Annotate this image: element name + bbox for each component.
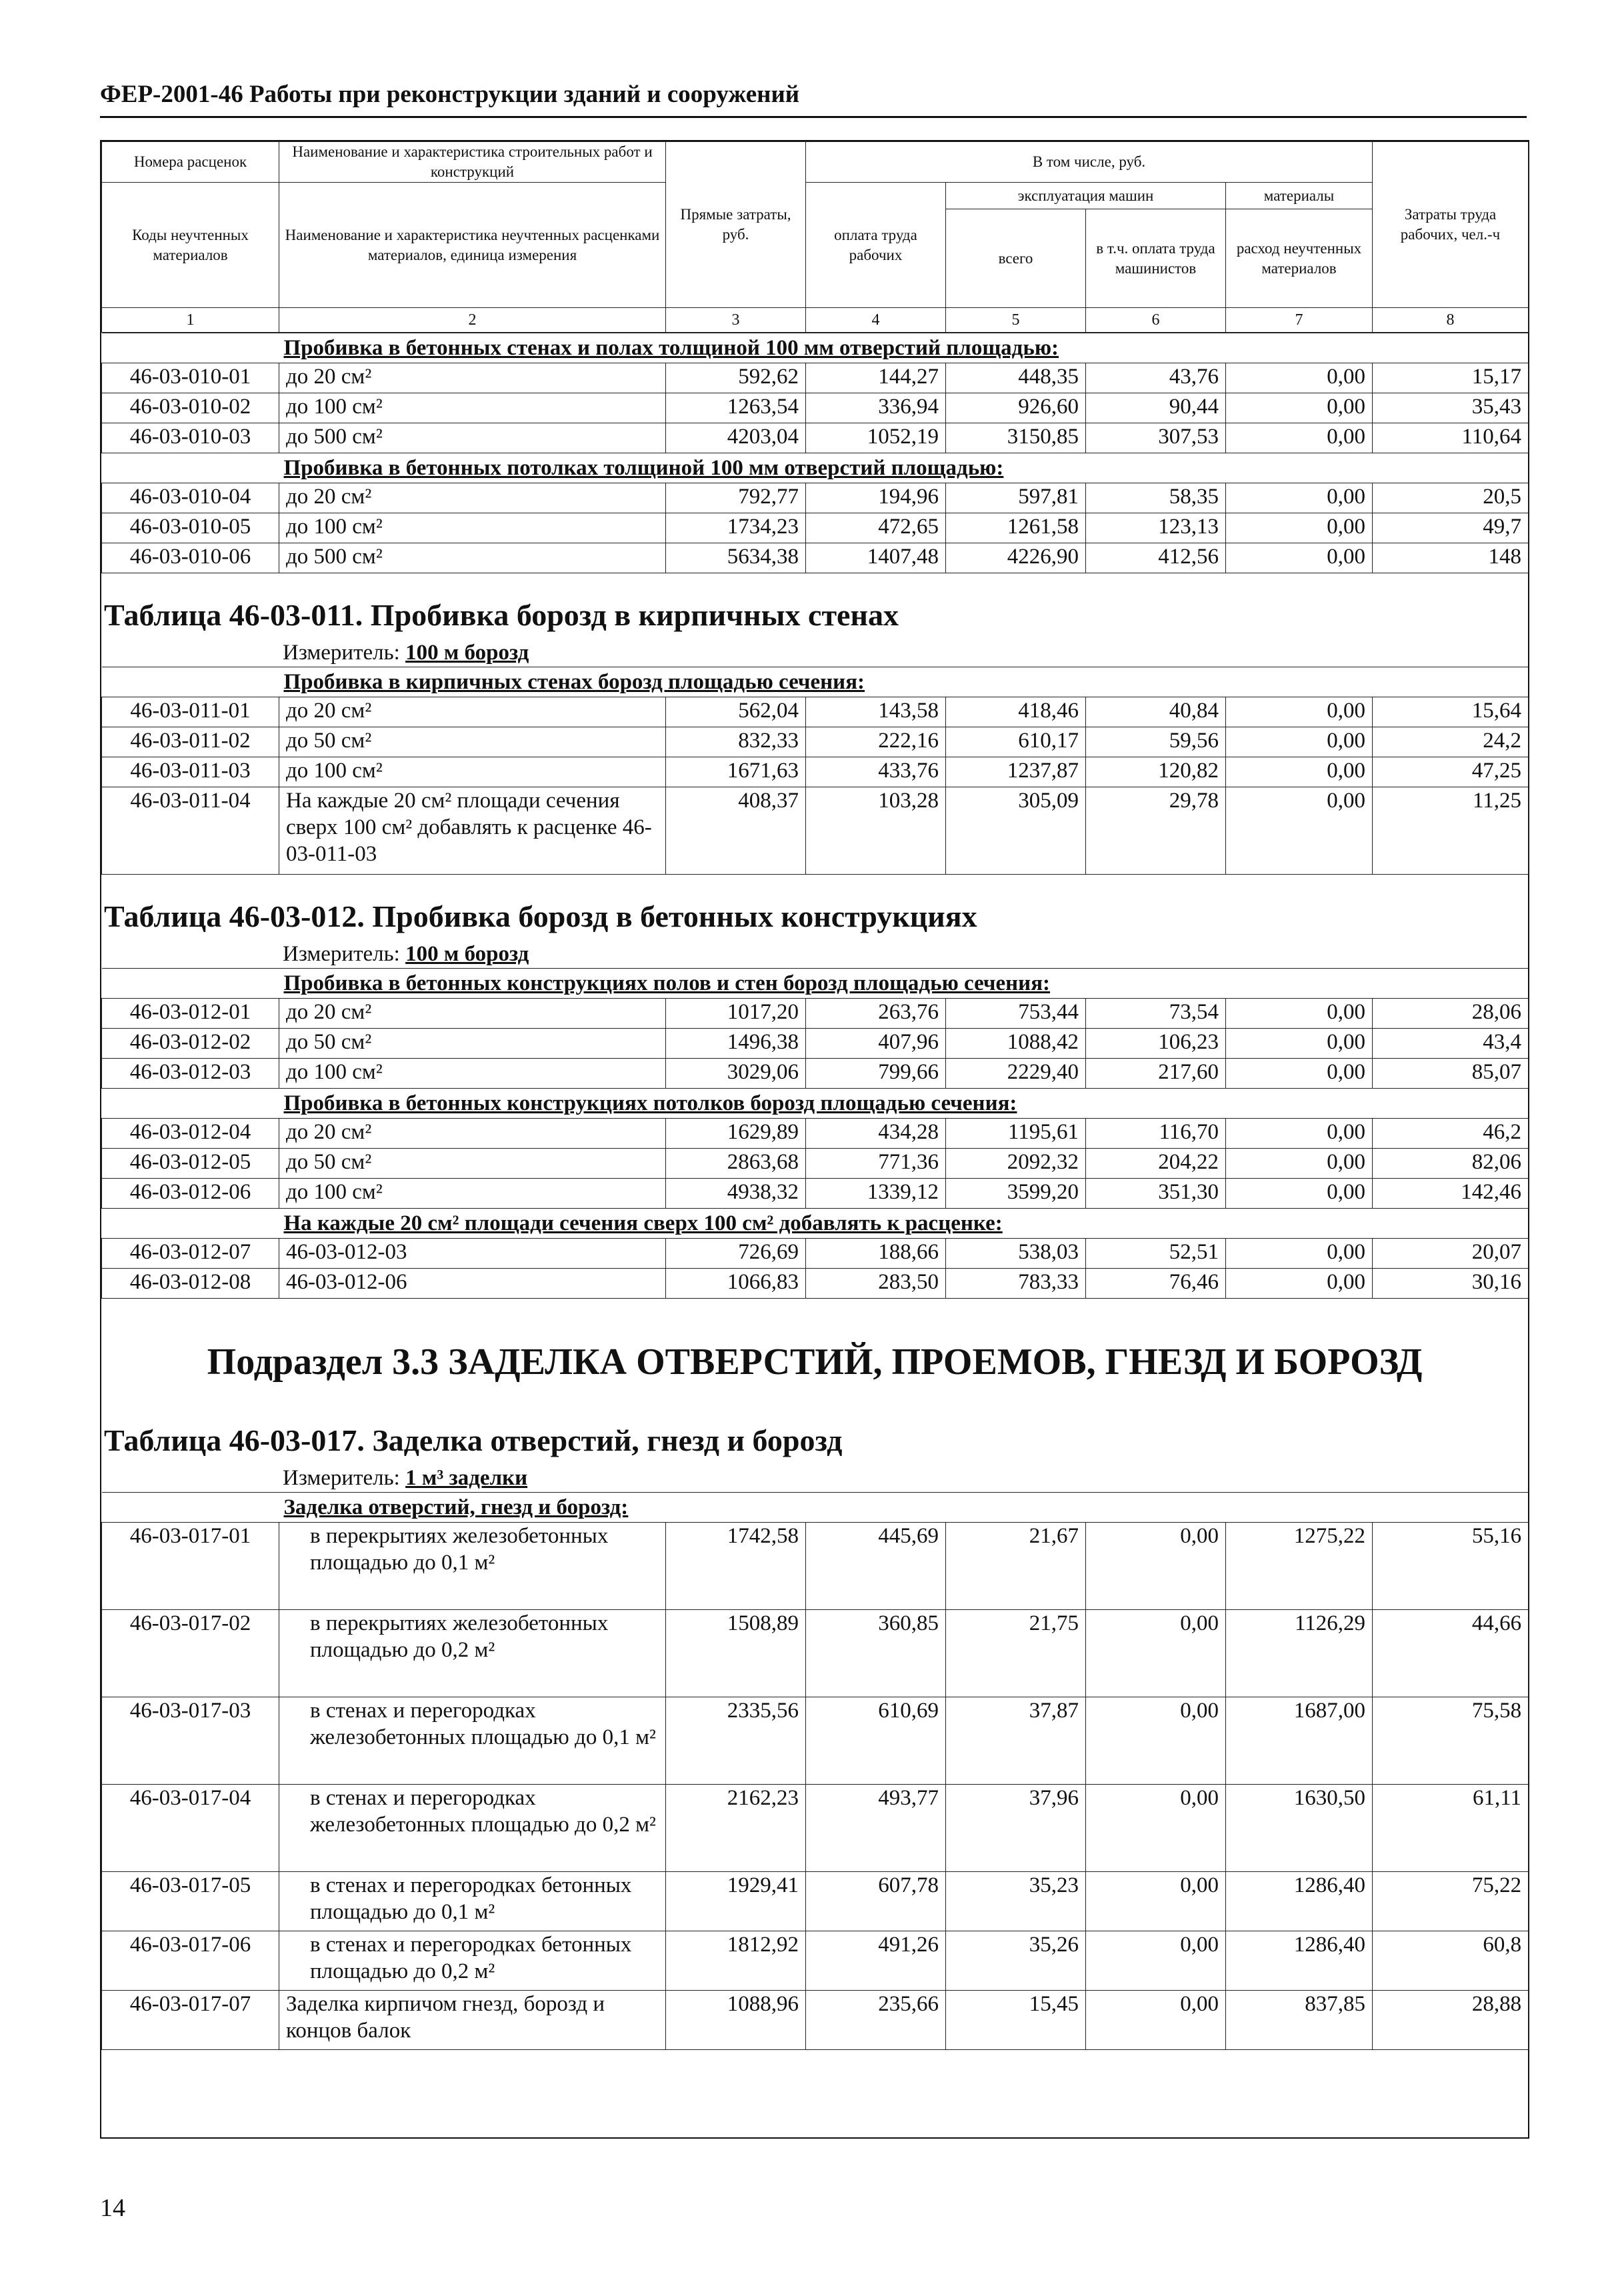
table-row	[102, 1991, 1529, 2050]
page-number: 14	[100, 2194, 125, 2222]
rate-code: 46-03-012-03	[102, 1059, 279, 1089]
value-materials: 1630,50	[1226, 1785, 1373, 1872]
meter-unit: 100 м борозд	[405, 641, 529, 665]
rate-code: 46-03-012-07	[102, 1239, 279, 1269]
value-direct-costs: 2162,23	[666, 1785, 806, 1872]
section-header-row	[102, 333, 1529, 363]
value-labor-hours: 75,58	[1373, 1697, 1529, 1785]
section-label: Пробивка в бетонных стенах и полах толщиной 100 мм отверстий площадью:	[102, 333, 1529, 363]
value-machines-total: 21,75	[946, 1610, 1086, 1697]
value-direct-costs: 562,04	[666, 697, 806, 727]
value-labor-hours: 35,43	[1373, 393, 1529, 423]
value-labor-hours: 44,66	[1373, 1610, 1529, 1697]
value-labor-hours: 60,8	[1373, 1931, 1529, 1991]
value-wages: 799,66	[806, 1059, 946, 1089]
col-materials-header: материалы	[1226, 183, 1373, 209]
work-name: до 20 см²	[279, 1119, 666, 1149]
value-labor-hours: 30,16	[1373, 1269, 1529, 1299]
col-codes-header: Коды неучтенных материалов	[102, 183, 279, 308]
rates-table	[100, 140, 1529, 2139]
col-machines-header: эксплуатация машин	[946, 183, 1226, 209]
work-name: до 20 см²	[279, 483, 666, 513]
rate-code: 46-03-012-05	[102, 1149, 279, 1179]
section-header-row	[102, 969, 1529, 999]
rate-code: 46-03-010-01	[102, 363, 279, 393]
rate-code: 46-03-017-07	[102, 1991, 279, 2050]
column-number: 7	[1226, 308, 1373, 333]
table-row	[102, 1239, 1529, 1269]
value-machines-total: 35,23	[946, 1872, 1086, 1931]
work-name: до 50 см²	[279, 1149, 666, 1179]
table-title: Таблица 46-03-012. Пробивка борозд в бетонных конструкциях	[104, 899, 977, 933]
value-machinists-wages: 204,22	[1086, 1149, 1226, 1179]
column-number: 8	[1373, 308, 1529, 333]
value-machinists-wages: 351,30	[1086, 1179, 1226, 1209]
value-labor-hours: 15,64	[1373, 697, 1529, 727]
col-direct-costs-header: Прямые затраты, руб.	[666, 142, 806, 308]
value-machines-total: 1237,87	[946, 757, 1086, 787]
table-row	[102, 1269, 1529, 1299]
rate-code: 46-03-011-02	[102, 727, 279, 757]
section-header-row	[102, 453, 1529, 483]
value-machines-total: 538,03	[946, 1239, 1086, 1269]
table-title: Таблица 46-03-017. Заделка отверстий, гнезд и борозд	[104, 1423, 843, 1457]
column-number: 1	[102, 308, 279, 333]
value-machinists-wages: 29,78	[1086, 787, 1226, 875]
value-wages: 472,65	[806, 513, 946, 543]
value-direct-costs: 1066,83	[666, 1269, 806, 1299]
value-wages: 607,78	[806, 1872, 946, 1931]
rate-code: 46-03-011-03	[102, 757, 279, 787]
work-name: до 100 см²	[279, 513, 666, 543]
value-labor-hours: 55,16	[1373, 1523, 1529, 1610]
work-name: до 100 см²	[279, 393, 666, 423]
section-label: Пробивка в кирпичных стенах борозд площадью сечения:	[102, 667, 1529, 697]
value-machines-total: 3599,20	[946, 1179, 1086, 1209]
work-name: до 20 см²	[279, 363, 666, 393]
value-labor-hours: 110,64	[1373, 423, 1529, 453]
work-name: 46-03-012-03	[279, 1239, 666, 1269]
work-name: до 500 см²	[279, 543, 666, 573]
table-row	[102, 1059, 1529, 1089]
col-name-header: Наименование и характеристика строительных работ и конструкций	[279, 142, 666, 183]
value-materials: 0,00	[1226, 1029, 1373, 1059]
rate-code: 46-03-012-02	[102, 1029, 279, 1059]
value-labor-hours: 11,25	[1373, 787, 1529, 875]
value-machines-total: 35,26	[946, 1931, 1086, 1991]
value-machines-total: 610,17	[946, 727, 1086, 757]
column-header	[101, 141, 1529, 333]
value-wages: 434,28	[806, 1119, 946, 1149]
value-machinists-wages: 76,46	[1086, 1269, 1226, 1299]
table-row	[102, 483, 1529, 513]
value-machinists-wages: 0,00	[1086, 1872, 1226, 1931]
column-number: 6	[1086, 308, 1226, 333]
value-direct-costs: 1017,20	[666, 999, 806, 1029]
col-machines-total-header: всего	[946, 209, 1086, 308]
value-materials: 0,00	[1226, 513, 1373, 543]
rate-code: 46-03-017-06	[102, 1931, 279, 1991]
rate-code: 46-03-017-01	[102, 1523, 279, 1610]
value-direct-costs: 592,62	[666, 363, 806, 393]
value-machinists-wages: 120,82	[1086, 757, 1226, 787]
value-materials: 1126,29	[1226, 1610, 1373, 1697]
value-machines-total: 37,96	[946, 1785, 1086, 1872]
table-row	[102, 1931, 1529, 1991]
value-machinists-wages: 106,23	[1086, 1029, 1226, 1059]
value-materials: 1687,00	[1226, 1697, 1373, 1785]
col-wages-header: оплата труда рабочих	[806, 183, 946, 308]
value-direct-costs: 1263,54	[666, 393, 806, 423]
value-wages: 235,66	[806, 1991, 946, 2050]
value-machines-total: 1261,58	[946, 513, 1086, 543]
rate-code: 46-03-010-02	[102, 393, 279, 423]
value-machines-total: 597,81	[946, 483, 1086, 513]
work-name: в перекрытиях железобетонных площадью до 0,1 м²	[279, 1523, 666, 1610]
meter-prefix: Измеритель:	[283, 1466, 406, 1490]
value-wages: 491,26	[806, 1931, 946, 1991]
col-machinists-wages-header: в т.ч. оплата труда машинистов	[1086, 209, 1226, 308]
value-machines-total: 1195,61	[946, 1119, 1086, 1149]
value-machines-total: 418,46	[946, 697, 1086, 727]
section-header-row	[102, 1209, 1529, 1239]
rate-code: 46-03-012-08	[102, 1269, 279, 1299]
value-machinists-wages: 0,00	[1086, 1991, 1226, 2050]
section-label: Пробивка в бетонных конструкциях потолков борозд площадью сечения:	[102, 1089, 1529, 1119]
value-wages: 194,96	[806, 483, 946, 513]
work-name: до 50 см²	[279, 727, 666, 757]
work-name: до 20 см²	[279, 697, 666, 727]
value-machinists-wages: 58,35	[1086, 483, 1226, 513]
table-row	[102, 1119, 1529, 1149]
value-machinists-wages: 0,00	[1086, 1523, 1226, 1610]
value-direct-costs: 1496,38	[666, 1029, 806, 1059]
value-machines-total: 3150,85	[946, 423, 1086, 453]
table-row	[102, 1523, 1529, 1610]
work-name: в перекрытиях железобетонных площадью до 0,2 м²	[279, 1610, 666, 1697]
value-machinists-wages: 40,84	[1086, 697, 1226, 727]
rate-code: 46-03-010-03	[102, 423, 279, 453]
value-wages: 445,69	[806, 1523, 946, 1610]
value-materials: 0,00	[1226, 393, 1373, 423]
table-row	[102, 1029, 1529, 1059]
subsection-title: Подраздел 3.3 ЗАДЕЛКА ОТВЕРСТИЙ, ПРОЕМОВ, ГНЕЗД И БОРОЗД	[207, 1341, 1423, 1383]
rates-table-body	[101, 667, 1529, 875]
value-direct-costs: 2863,68	[666, 1149, 806, 1179]
value-direct-costs: 1088,96	[666, 1991, 806, 2050]
value-materials: 1275,22	[1226, 1523, 1373, 1610]
table-meter	[101, 940, 1528, 968]
value-direct-costs: 1929,41	[666, 1872, 806, 1931]
value-wages: 360,85	[806, 1610, 946, 1697]
meter-prefix: Измеритель:	[283, 942, 406, 966]
meter-prefix: Измеритель:	[283, 641, 406, 665]
value-machinists-wages: 90,44	[1086, 393, 1226, 423]
table-gap	[101, 573, 1528, 592]
value-labor-hours: 24,2	[1373, 727, 1529, 757]
value-machinists-wages: 116,70	[1086, 1119, 1226, 1149]
section-label: На каждые 20 см² площади сечения сверх 100 см² добавлять к расценке:	[102, 1209, 1529, 1239]
section-label: Заделка отверстий, гнезд и борозд:	[102, 1493, 1529, 1523]
work-name: до 100 см²	[279, 1179, 666, 1209]
value-direct-costs: 1734,23	[666, 513, 806, 543]
value-machinists-wages: 0,00	[1086, 1785, 1226, 1872]
value-materials: 0,00	[1226, 999, 1373, 1029]
document-title: ФЕР-2001-46 Работы при реконструкции зданий и сооружений	[100, 79, 1527, 118]
value-machines-total: 37,87	[946, 1697, 1086, 1785]
value-machinists-wages: 52,51	[1086, 1239, 1226, 1269]
col-group-header: В том числе, руб.	[806, 142, 1373, 183]
value-materials: 0,00	[1226, 483, 1373, 513]
value-labor-hours: 142,46	[1373, 1179, 1529, 1209]
rate-code: 46-03-017-02	[102, 1610, 279, 1697]
table-meter	[101, 1464, 1528, 1492]
value-wages: 407,96	[806, 1029, 946, 1059]
value-machines-total: 2229,40	[946, 1059, 1086, 1089]
value-labor-hours: 75,22	[1373, 1872, 1529, 1931]
work-name: в стенах и перегородках железобетонных площадью до 0,1 м²	[279, 1697, 666, 1785]
work-name: в стенах и перегородках бетонных площадью до 0,2 м²	[279, 1931, 666, 1991]
value-materials: 0,00	[1226, 757, 1373, 787]
value-labor-hours: 15,17	[1373, 363, 1529, 393]
value-wages: 144,27	[806, 363, 946, 393]
value-labor-hours: 61,11	[1373, 1785, 1529, 1872]
value-labor-hours: 43,4	[1373, 1029, 1529, 1059]
value-materials: 0,00	[1226, 1179, 1373, 1209]
value-machinists-wages: 123,13	[1086, 513, 1226, 543]
value-labor-hours: 85,07	[1373, 1059, 1529, 1089]
rate-code: 46-03-012-04	[102, 1119, 279, 1149]
value-machines-total: 15,45	[946, 1991, 1086, 2050]
value-machines-total: 753,44	[946, 999, 1086, 1029]
value-direct-costs: 4938,32	[666, 1179, 806, 1209]
work-name: до 500 см²	[279, 423, 666, 453]
table-row	[102, 727, 1529, 757]
section-label: Пробивка в бетонных потолках толщиной 100 мм отверстий площадью:	[102, 453, 1529, 483]
table-gap	[101, 1399, 1528, 1417]
value-direct-costs: 726,69	[666, 1239, 806, 1269]
value-machinists-wages: 217,60	[1086, 1059, 1226, 1089]
value-labor-hours: 20,5	[1373, 483, 1529, 513]
column-number: 3	[666, 308, 806, 333]
value-machinists-wages: 0,00	[1086, 1697, 1226, 1785]
table-row	[102, 393, 1529, 423]
value-materials: 1286,40	[1226, 1931, 1373, 1991]
work-name: На каждые 20 см² площади сечения сверх 100 см² добавлять к расценке 46-03-011-03	[279, 787, 666, 875]
value-machines-total: 1088,42	[946, 1029, 1086, 1059]
value-direct-costs: 1671,63	[666, 757, 806, 787]
value-wages: 1052,19	[806, 423, 946, 453]
value-wages: 103,28	[806, 787, 946, 875]
value-machines-total: 2092,32	[946, 1149, 1086, 1179]
col-labor-hours-header: Затраты труда рабочих, чел.-ч	[1373, 142, 1529, 308]
column-numbers-row	[102, 308, 1529, 333]
value-wages: 143,58	[806, 697, 946, 727]
rates-table-body	[101, 1492, 1529, 2050]
value-direct-costs: 4203,04	[666, 423, 806, 453]
section-header-row	[102, 1089, 1529, 1119]
work-name: до 100 см²	[279, 1059, 666, 1089]
value-materials: 0,00	[1226, 1239, 1373, 1269]
value-machines-total: 783,33	[946, 1269, 1086, 1299]
value-direct-costs: 832,33	[666, 727, 806, 757]
value-labor-hours: 28,06	[1373, 999, 1529, 1029]
value-materials: 0,00	[1226, 1059, 1373, 1089]
table-row	[102, 513, 1529, 543]
section-header-row	[102, 667, 1529, 697]
value-materials: 0,00	[1226, 787, 1373, 875]
rate-code: 46-03-012-01	[102, 999, 279, 1029]
work-name: до 50 см²	[279, 1029, 666, 1059]
work-name: до 20 см²	[279, 999, 666, 1029]
table-row	[102, 999, 1529, 1029]
column-number: 5	[946, 308, 1086, 333]
value-direct-costs: 1508,89	[666, 1610, 806, 1697]
value-machinists-wages: 307,53	[1086, 423, 1226, 453]
value-materials: 0,00	[1226, 727, 1373, 757]
table-row	[102, 1149, 1529, 1179]
value-machinists-wages: 0,00	[1086, 1610, 1226, 1697]
value-labor-hours: 82,06	[1373, 1149, 1529, 1179]
meter-unit: 100 м борозд	[405, 942, 529, 966]
section-label: Пробивка в бетонных конструкциях полов и стен борозд площадью сечения:	[102, 969, 1529, 999]
table-row	[102, 1179, 1529, 1209]
table-row	[102, 1610, 1529, 1697]
value-machinists-wages: 43,76	[1086, 363, 1226, 393]
value-machinists-wages: 59,56	[1086, 727, 1226, 757]
table-row	[102, 423, 1529, 453]
meter-unit: 1 м³ заделки	[405, 1466, 528, 1490]
value-wages: 771,36	[806, 1149, 946, 1179]
value-labor-hours: 28,88	[1373, 1991, 1529, 2050]
work-name: до 100 см²	[279, 757, 666, 787]
value-materials: 0,00	[1226, 1149, 1373, 1179]
value-wages: 336,94	[806, 393, 946, 423]
work-name: 46-03-012-06	[279, 1269, 666, 1299]
value-direct-costs: 5634,38	[666, 543, 806, 573]
value-materials: 0,00	[1226, 423, 1373, 453]
value-machines-total: 305,09	[946, 787, 1086, 875]
value-materials: 0,00	[1226, 543, 1373, 573]
value-labor-hours: 46,2	[1373, 1119, 1529, 1149]
value-machines-total: 926,60	[946, 393, 1086, 423]
value-direct-costs: 792,77	[666, 483, 806, 513]
value-labor-hours: 148	[1373, 543, 1529, 573]
rate-code: 46-03-011-04	[102, 787, 279, 875]
col-rates-header: Номера расценок	[102, 142, 279, 183]
rate-code: 46-03-010-04	[102, 483, 279, 513]
value-wages: 493,77	[806, 1785, 946, 1872]
rate-code: 46-03-010-06	[102, 543, 279, 573]
value-wages: 263,76	[806, 999, 946, 1029]
value-materials: 0,00	[1226, 697, 1373, 727]
value-direct-costs: 408,37	[666, 787, 806, 875]
value-labor-hours: 49,7	[1373, 513, 1529, 543]
value-machinists-wages: 73,54	[1086, 999, 1226, 1029]
table-row	[102, 363, 1529, 393]
value-labor-hours: 20,07	[1373, 1239, 1529, 1269]
work-name: в стенах и перегородках железобетонных площадью до 0,2 м²	[279, 1785, 666, 1872]
value-machines-total: 448,35	[946, 363, 1086, 393]
rates-table-body	[101, 968, 1529, 1299]
value-wages: 610,69	[806, 1697, 946, 1785]
column-number: 4	[806, 308, 946, 333]
rate-code: 46-03-011-01	[102, 697, 279, 727]
value-direct-costs: 3029,06	[666, 1059, 806, 1089]
rate-code: 46-03-017-05	[102, 1872, 279, 1931]
value-wages: 1339,12	[806, 1179, 946, 1209]
value-direct-costs: 1812,92	[666, 1931, 806, 1991]
value-wages: 283,50	[806, 1269, 946, 1299]
table-row	[102, 1785, 1529, 1872]
rate-code: 46-03-017-03	[102, 1697, 279, 1785]
value-machinists-wages: 412,56	[1086, 543, 1226, 573]
value-wages: 1407,48	[806, 543, 946, 573]
rate-code: 46-03-012-06	[102, 1179, 279, 1209]
value-machinists-wages: 0,00	[1086, 1931, 1226, 1991]
table-meter	[101, 639, 1528, 667]
column-number: 2	[279, 308, 666, 333]
table-row	[102, 543, 1529, 573]
section-header-row	[102, 1493, 1529, 1523]
rates-table-body	[101, 333, 1529, 573]
value-direct-costs: 1742,58	[666, 1523, 806, 1610]
value-materials: 0,00	[1226, 1269, 1373, 1299]
col-unaccounted-materials-header: расход неучтенных материалов	[1226, 209, 1373, 308]
table-row	[102, 787, 1529, 875]
rate-code: 46-03-010-05	[102, 513, 279, 543]
work-name: в стенах и перегородках бетонных площадью до 0,1 м²	[279, 1872, 666, 1931]
value-materials: 0,00	[1226, 363, 1373, 393]
value-machines-total: 21,67	[946, 1523, 1086, 1610]
rate-code: 46-03-017-04	[102, 1785, 279, 1872]
value-machines-total: 4226,90	[946, 543, 1086, 573]
value-wages: 222,16	[806, 727, 946, 757]
col-materials-name-header: Наименование и характеристика неучтенных расценками материалов, единица измерения	[279, 183, 666, 308]
table-gap	[101, 875, 1528, 893]
table-row	[102, 757, 1529, 787]
table-row	[102, 1697, 1529, 1785]
value-wages: 433,76	[806, 757, 946, 787]
table-row	[102, 697, 1529, 727]
value-materials: 837,85	[1226, 1991, 1373, 2050]
work-name: Заделка кирпичом гнезд, борозд и концов балок	[279, 1991, 666, 2050]
value-materials: 0,00	[1226, 1119, 1373, 1149]
value-wages: 188,66	[806, 1239, 946, 1269]
value-direct-costs: 2335,56	[666, 1697, 806, 1785]
value-labor-hours: 47,25	[1373, 757, 1529, 787]
table-title: Таблица 46-03-011. Пробивка борозд в кирпичных стенах	[104, 598, 899, 632]
value-materials: 1286,40	[1226, 1872, 1373, 1931]
table-row	[102, 1872, 1529, 1931]
value-direct-costs: 1629,89	[666, 1119, 806, 1149]
